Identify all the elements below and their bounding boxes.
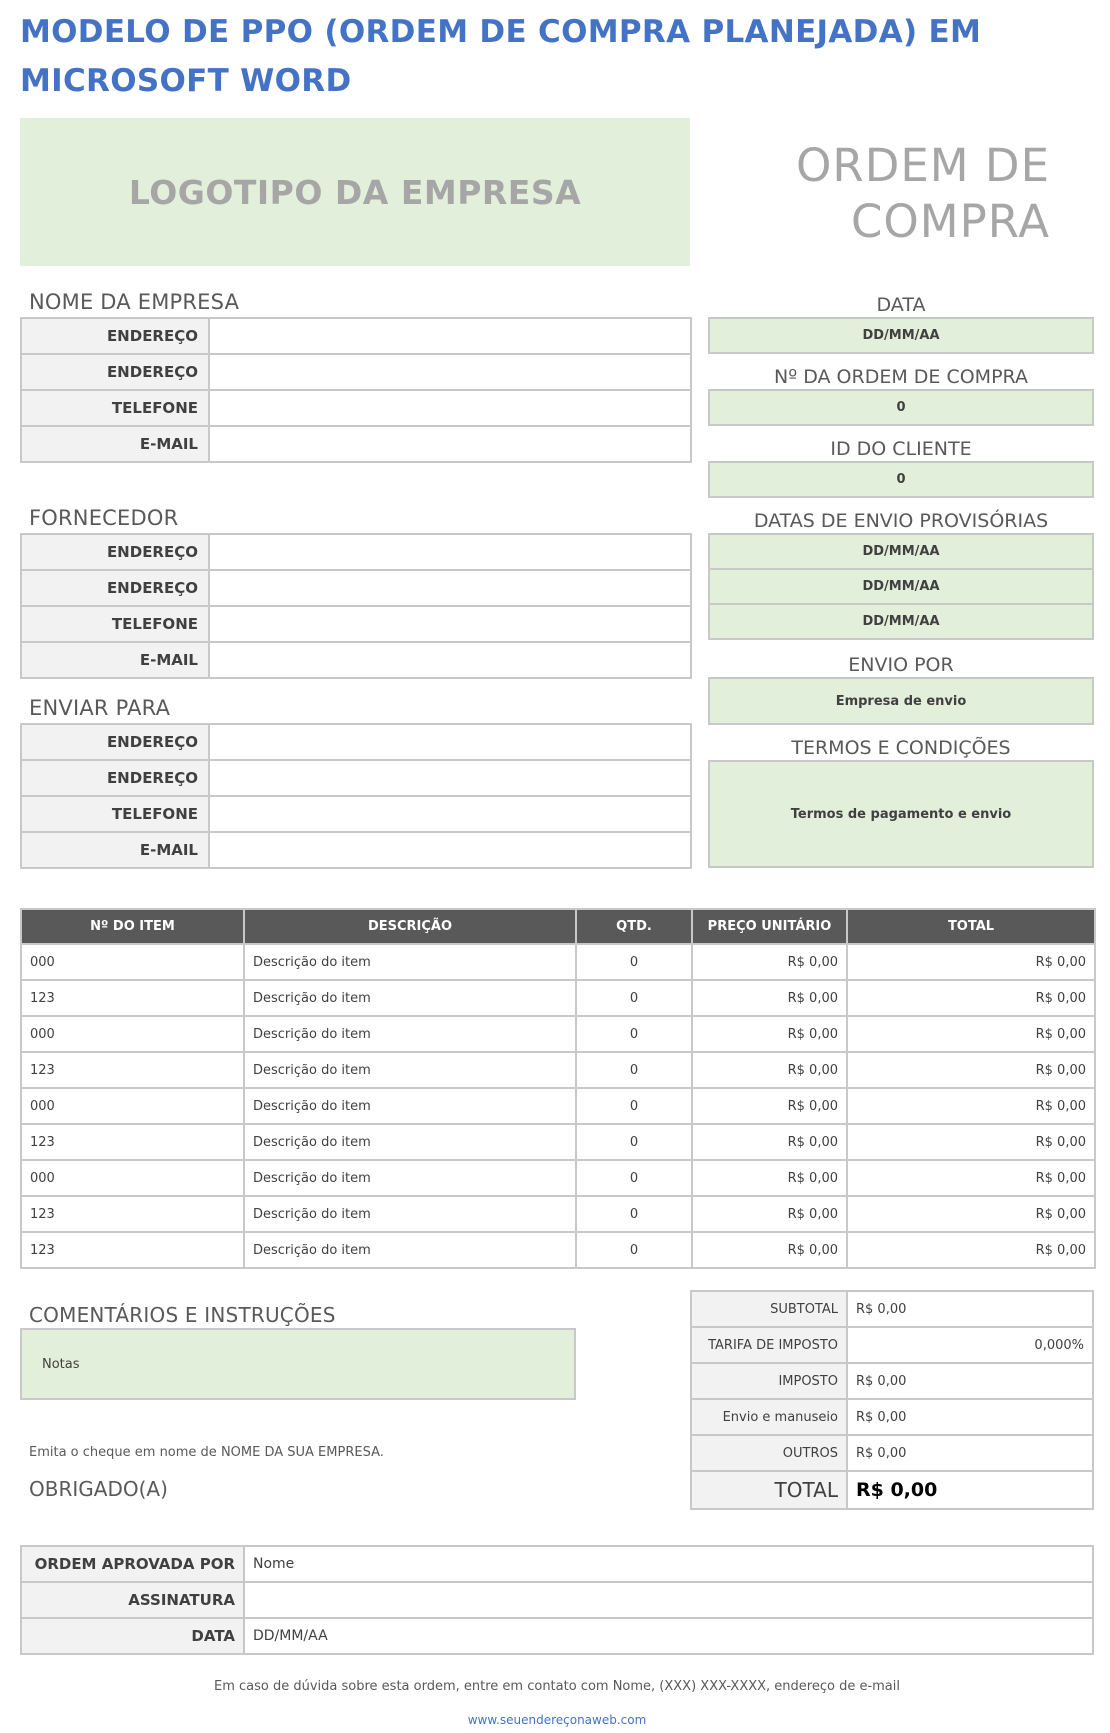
customer-id-field[interactable]: 0 [708, 461, 1094, 498]
company-row-label: ENDEREÇO [21, 354, 209, 390]
item-number-cell[interactable]: 123 [21, 1196, 244, 1232]
item-number-cell[interactable]: 123 [21, 1052, 244, 1088]
company-row [21, 390, 691, 426]
subtotal-value: R$ 0,00 [847, 1291, 1093, 1327]
company-phone-field[interactable] [209, 390, 691, 426]
table-row [21, 1052, 1095, 1088]
comments-field[interactable]: Notas [20, 1328, 576, 1400]
supplier-section-title: FORNECEDOR [29, 506, 179, 530]
table-row [21, 1160, 1095, 1196]
item-unit-price-cell[interactable]: R$ 0,00 [692, 1124, 847, 1160]
table-row [21, 980, 1095, 1016]
company-row [21, 318, 691, 354]
tax-rate-field[interactable]: 0,000% [847, 1327, 1093, 1363]
supplier-row [21, 570, 691, 606]
item-unit-price-cell[interactable]: R$ 0,00 [692, 1196, 847, 1232]
table-row [21, 944, 1095, 980]
item-quantity-cell[interactable]: 0 [576, 1160, 692, 1196]
ship-to-row [21, 760, 691, 796]
company-row-label: E-MAIL [21, 426, 209, 462]
shipping-field[interactable]: R$ 0,00 [847, 1399, 1093, 1435]
po-number-label: Nº DA ORDEM DE COMPRA [774, 366, 1028, 388]
item-quantity-cell[interactable]: 0 [576, 1088, 692, 1124]
item-total-cell: R$ 0,00 [847, 1052, 1095, 1088]
cheque-note: Emita o cheque em nome de NOME DA SUA EMPRESA. [29, 1445, 384, 1460]
table-row [21, 1016, 1095, 1052]
po-number-field[interactable]: 0 [708, 389, 1094, 426]
tax-rate-row [691, 1327, 1093, 1363]
tax-rate-label: TARIFA DE IMPOSTO [691, 1327, 847, 1363]
item-description-cell[interactable]: Descrição do item [244, 1124, 576, 1160]
tax-label: IMPOSTO [691, 1363, 847, 1399]
header-description: DESCRIÇÃO [244, 909, 576, 944]
po-heading-line2: COMPRA [850, 195, 1050, 248]
company-section-title: NOME DA EMPRESA [29, 290, 240, 314]
header-item-number: Nº DO ITEM [21, 909, 244, 944]
customer-id-label: ID DO CLIENTE [830, 438, 972, 460]
item-quantity-cell[interactable]: 0 [576, 1124, 692, 1160]
supplier-row-label: ENDEREÇO [21, 534, 209, 570]
ship-to-row-label: E-MAIL [21, 832, 209, 868]
tax-row [691, 1363, 1093, 1399]
totals-table [690, 1290, 1094, 1510]
ship-to-row [21, 724, 691, 760]
item-description-cell[interactable]: Descrição do item [244, 1088, 576, 1124]
item-description-cell[interactable]: Descrição do item [244, 944, 576, 980]
item-total-cell: R$ 0,00 [847, 1232, 1095, 1268]
subtotal-label: SUBTOTAL [691, 1291, 847, 1327]
supplier-row [21, 642, 691, 678]
ship-date-field-2[interactable]: DD/MM/AA [708, 568, 1094, 605]
item-total-cell: R$ 0,00 [847, 1088, 1095, 1124]
po-heading-line1: ORDEM DE [796, 139, 1050, 192]
ship-date-field-1[interactable]: DD/MM/AA [708, 533, 1094, 570]
company-address-field[interactable] [209, 318, 691, 354]
terms-label: TERMOS E CONDIÇÕES [791, 737, 1011, 759]
item-unit-price-cell[interactable]: R$ 0,00 [692, 980, 847, 1016]
ship-to-row [21, 796, 691, 832]
company-row-label: ENDEREÇO [21, 318, 209, 354]
approval-date-label: DATA [21, 1618, 244, 1654]
signature-field[interactable] [244, 1582, 1093, 1618]
ship-to-row-label: TELEFONE [21, 796, 209, 832]
supplier-row [21, 606, 691, 642]
ship-to-phone-field[interactable] [209, 796, 691, 832]
approval-date-row [21, 1618, 1093, 1654]
item-quantity-cell[interactable]: 0 [576, 1016, 692, 1052]
ship-to-address-field[interactable] [209, 724, 691, 760]
logo-placeholder[interactable] [20, 118, 690, 266]
item-number-cell[interactable]: 123 [21, 1232, 244, 1268]
item-quantity-cell[interactable]: 0 [576, 980, 692, 1016]
thank-you-text: OBRIGADO(A) [29, 1477, 168, 1501]
supplier-row [21, 534, 691, 570]
shipping-row [691, 1399, 1093, 1435]
item-number-cell[interactable]: 123 [21, 1124, 244, 1160]
company-row [21, 354, 691, 390]
item-number-cell[interactable]: 000 [21, 944, 244, 980]
header-unit-price: PREÇO UNITÁRIO [692, 909, 847, 944]
company-email-field[interactable] [209, 426, 691, 462]
ship-to-section-title: ENVIAR PARA [29, 696, 171, 720]
supplier-row-label: E-MAIL [21, 642, 209, 678]
header-total: TOTAL [847, 909, 1095, 944]
item-description-cell[interactable]: Descrição do item [244, 1160, 576, 1196]
item-number-cell[interactable]: 000 [21, 1088, 244, 1124]
item-number-cell[interactable]: 000 [21, 1016, 244, 1052]
ship-date-field-3[interactable]: DD/MM/AA [708, 603, 1094, 640]
date-field[interactable]: DD/MM/AA [708, 317, 1094, 354]
item-description-cell[interactable]: Descrição do item [244, 1232, 576, 1268]
item-description-cell[interactable]: Descrição do item [244, 1016, 576, 1052]
subtotal-row [691, 1291, 1093, 1327]
shipping-label: Envio e manuseio [691, 1399, 847, 1435]
ship-to-email-field[interactable] [209, 832, 691, 868]
comments-label: COMENTÁRIOS E INSTRUÇÕES [29, 1303, 336, 1327]
date-label: DATA [876, 294, 926, 316]
item-number-cell[interactable]: 123 [21, 980, 244, 1016]
logo-placeholder-text: LOGOTIPO DA EMPRESA [128, 172, 582, 212]
item-unit-price-cell[interactable]: R$ 0,00 [692, 1088, 847, 1124]
item-unit-price-cell[interactable]: R$ 0,00 [692, 1052, 847, 1088]
table-row [21, 1124, 1095, 1160]
item-unit-price-cell[interactable]: R$ 0,00 [692, 1232, 847, 1268]
item-description-cell[interactable]: Descrição do item [244, 1196, 576, 1232]
table-row [21, 1088, 1095, 1124]
signature-row [21, 1582, 1093, 1618]
ship-to-row [21, 832, 691, 868]
ship-to-address2-field[interactable] [209, 760, 691, 796]
ship-via-field[interactable]: Empresa de envio [708, 677, 1094, 725]
approval-table [20, 1545, 1094, 1655]
item-total-cell: R$ 0,00 [847, 1196, 1095, 1232]
item-total-cell: R$ 0,00 [847, 944, 1095, 980]
po-heading [720, 138, 1050, 250]
other-field[interactable]: R$ 0,00 [847, 1435, 1093, 1471]
ship-to-address-table [20, 723, 692, 869]
terms-field[interactable]: Termos de pagamento e envio [708, 760, 1094, 868]
item-unit-price-cell[interactable]: R$ 0,00 [692, 1016, 847, 1052]
supplier-email-field[interactable] [209, 642, 691, 678]
ship-via-label: ENVIO POR [848, 654, 954, 676]
header-quantity: QTD. [576, 909, 692, 944]
website-link[interactable]: www.seuendereçonaweb.com [467, 1713, 647, 1727]
grand-total-row [691, 1471, 1093, 1509]
approval-date-field[interactable]: DD/MM/AA [244, 1618, 1093, 1654]
item-description-cell[interactable]: Descrição do item [244, 980, 576, 1016]
supplier-row-label: ENDEREÇO [21, 570, 209, 606]
items-table [20, 908, 1096, 1269]
item-number-cell[interactable]: 000 [21, 1160, 244, 1196]
approved-by-row [21, 1546, 1093, 1582]
item-quantity-cell[interactable]: 0 [576, 944, 692, 980]
item-total-cell: R$ 0,00 [847, 1124, 1095, 1160]
page-title: MODELO DE PPO (ORDEM DE COMPRA PLANEJADA) EM MICROSOFT WORD [20, 14, 982, 99]
supplier-address2-field[interactable] [209, 570, 691, 606]
other-label: OUTROS [691, 1435, 847, 1471]
signature-label: ASSINATURA [21, 1582, 244, 1618]
company-address-table [20, 317, 692, 463]
supplier-phone-field[interactable] [209, 606, 691, 642]
ship-dates-label: DATAS DE ENVIO PROVISÓRIAS [753, 510, 1049, 532]
item-total-cell: R$ 0,00 [847, 1160, 1095, 1196]
company-row-label: TELEFONE [21, 390, 209, 426]
approved-by-label: ORDEM APROVADA POR [21, 1546, 244, 1582]
supplier-row-label: TELEFONE [21, 606, 209, 642]
item-unit-price-cell[interactable]: R$ 0,00 [692, 944, 847, 980]
item-description-cell[interactable]: Descrição do item [244, 1052, 576, 1088]
contact-line: Em caso de dúvida sobre esta ordem, entre em contato com Nome, (XXX) XXX-XXXX, endereço de e-mail [214, 1679, 900, 1694]
company-address2-field[interactable] [209, 354, 691, 390]
items-header-row [21, 909, 1095, 944]
item-total-cell: R$ 0,00 [847, 1016, 1095, 1052]
company-row [21, 426, 691, 462]
table-row [21, 1196, 1095, 1232]
supplier-address-table [20, 533, 692, 679]
item-quantity-cell[interactable]: 0 [576, 1232, 692, 1268]
grand-total-label: TOTAL [691, 1471, 847, 1509]
ship-to-row-label: ENDEREÇO [21, 724, 209, 760]
item-quantity-cell[interactable]: 0 [576, 1196, 692, 1232]
item-quantity-cell[interactable]: 0 [576, 1052, 692, 1088]
item-total-cell: R$ 0,00 [847, 980, 1095, 1016]
approved-by-field[interactable]: Nome [244, 1546, 1093, 1582]
table-row [21, 1232, 1095, 1268]
tax-value: R$ 0,00 [847, 1363, 1093, 1399]
ship-to-row-label: ENDEREÇO [21, 760, 209, 796]
item-unit-price-cell[interactable]: R$ 0,00 [692, 1160, 847, 1196]
grand-total-value: R$ 0,00 [847, 1471, 1093, 1509]
other-row [691, 1435, 1093, 1471]
supplier-address-field[interactable] [209, 534, 691, 570]
